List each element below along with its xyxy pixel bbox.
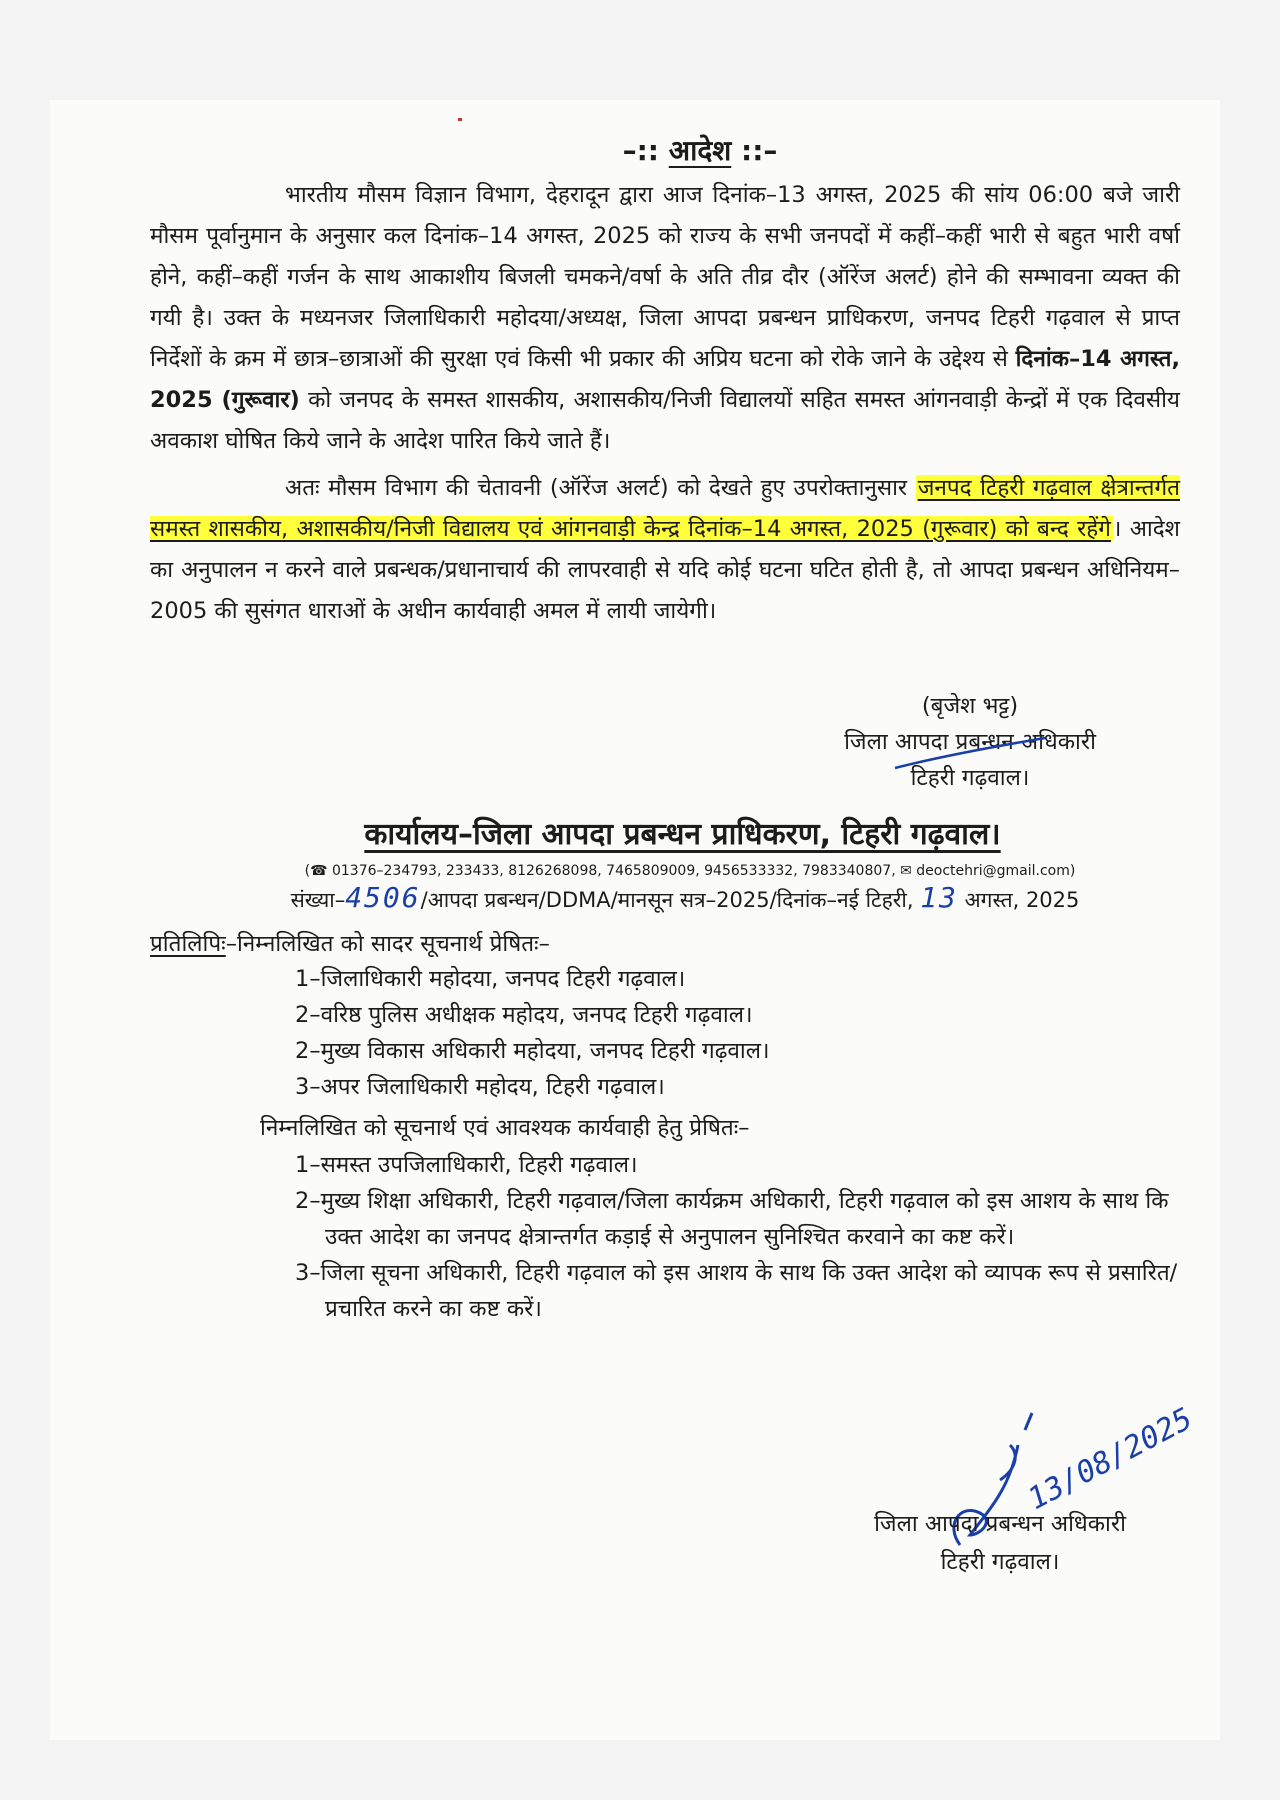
signatory-name: (बृजेश भट्ट) — [921, 693, 1019, 719]
office-contact: (☎ 01376–234793, 233433, 8126268098, 7465809009, 9456533332, 7983340807, ✉ deoctehri@gmail.com) — [304, 863, 1076, 879]
signatory-place: टिहरी गढ़वाल। — [910, 765, 1030, 791]
order-document — [150, 130, 1180, 1327]
office-title: कार्यालय–जिला आपदा प्रबन्धन प्राधिकरण, टिहरी गढ़वाल। — [364, 817, 1001, 852]
signatory-place: टिहरी गढ़वाल। — [940, 1549, 1060, 1575]
order-title: आदेश — [668, 134, 732, 167]
list-item: 3–जिला सूचना अधिकारी, टिहरी गढ़वाल को इस आशय के साथ कि उक्त आदेश को व्यापक रूप से प्रसारित/प्रचारित करने का कष्ट करें। — [295, 1260, 1178, 1322]
list-item: 3–अपर जिलाधिकारी महोदय, टिहरी गढ़वाल। — [295, 1074, 665, 1100]
order-paragraph-2: अतः मौसम विभाग की चेतावनी (ऑरेंज अलर्ट) को देखते हुए उपरोक्तानुसार जनपद टिहरी गढ़वाल क्षेत्रान्तर्गत समस्त शासकीय, अशासकीय/निजी विद्यालय एवं आंगनवाड़ी केन्द्र दिनांक–14 अगस्त, 2025 (गुरूवार) को बन्द रहेंगे। आदेश का अनुपालन न करने वाले प्रबन्धक/प्रधानाचार्य की लापरवाही से यदि कोई घटना घटित होती है, तो आपदा प्रबन्धन अधिनियम–2005 की सुसंगत धाराओं के अधीन कार्यवाही अमल में लायी जायेगी। — [150, 475, 1180, 624]
signatory-designation: जिला आपदा प्रबन्धन अधिकारी — [874, 1511, 1126, 1537]
list-item: 1–जिलाधिकारी महोदया, जनपद टिहरी गढ़वाल। — [295, 966, 686, 992]
copy-list-2 — [150, 1147, 1180, 1327]
highlighted-closure-notice: जनपद टिहरी गढ़वाल क्षेत्रान्तर्गत समस्त शासकीय, अशासकीय/निजी विद्यालय एवं आंगनवाड़ी केन्द्र दिनांक–14 अगस्त, 2025 (गुरूवार) को बन्द रहेंगे — [150, 475, 1180, 542]
order-heading: –:: आदेश ::– — [622, 134, 778, 167]
handwritten-number: 4506 — [345, 881, 421, 914]
copy-heading: प्रतिलिपिः–निम्नलिखित को सादर सूचनार्थ प्रेषितः– — [150, 931, 550, 957]
list-item: 2–वरिष्ठ पुलिस अधीक्षक महोदय, जनपद टिहरी गढ़वाल। — [295, 1002, 753, 1028]
signature-stroke — [890, 734, 1050, 774]
ink-mark — [458, 118, 462, 121]
list-item: 2–मुख्य शिक्षा अधिकारी, टिहरी गढ़वाल/जिला कार्यक्रम अधिकारी, टिहरी गढ़वाल को इस आशय के साथ कि उक्त आदेश का जनपद क्षेत्रान्तर्गत कड़ाई से अनुपालन सुनिश्चित करवाने का कष्ट करें। — [295, 1188, 1169, 1250]
reference-line: संख्या–4506/आपदा प्रबन्धन/DDMA/मानसून सत्र–2025/दिनांक–नई टिहरी, 13 अगस्त, 2025 — [290, 881, 1080, 914]
signatory-designation: जिला आपदा प्रबन्धन अधिकारी — [844, 729, 1096, 755]
signature-block-2 — [840, 1505, 1160, 1581]
handwritten-day: 13 — [920, 881, 958, 914]
order-paragraph-1: भारतीय मौसम विज्ञान विभाग, देहरादून द्वारा आज दिनांक–13 अगस्त, 2025 की सांय 06:00 बजे जारी मौसम पूर्वानुमान के अनुसार कल दिनांक–14 अगस्त, 2025 को राज्य के सभी जनपदों में कहीं–कहीं भारी से बहुत भारी वर्षा होने, कहीं–कहीं गर्जन के साथ आकाशीय बिजली चमकने/वर्षा के अति तीव्र दौर (ऑरेंज अलर्ट) होने की सम्भावना व्यक्त की गयी है। उक्त के मध्यनजर जिलाधिकारी महोदया/अध्यक्ष, जिला आपदा प्रबन्धन प्राधिकरण, जनपद टिहरी गढ़वाल से प्राप्त निर्देशों के क्रम में छात्र–छात्राओं की सुरक्षा एवं किसी भी प्रकार की अप्रिय घटना को रोके जाने के उद्देश्य से दिनांक–14 अगस्त, 2025 (गुरूवार) को जनपद के समस्त शासकीय, अशासकीय/निजी विद्यालयों सहित समस्त आंगनवाड़ी केन्द्रों में एक दिवसीय अवकाश घोषित किये जाने के आदेश पारित किये जाते हैं। — [150, 182, 1180, 454]
list-item: 2–मुख्य विकास अधिकारी महोदया, जनपद टिहरी गढ़वाल। — [295, 1038, 770, 1064]
copy-list-1 — [150, 961, 1180, 1105]
handwritten-date: 13/08/2025 — [1022, 1401, 1199, 1518]
list-item: 1–समस्त उपजिलाधिकारी, टिहरी गढ़वाल। — [295, 1152, 638, 1178]
holiday-date: दिनांक–14 अगस्त, 2025 (गुरूवार) — [150, 346, 1180, 413]
copy-subheading: निम्नलिखित को सूचनार्थ एवं आवश्यक कार्यवाही हेतु प्रेषितः– — [260, 1115, 750, 1141]
